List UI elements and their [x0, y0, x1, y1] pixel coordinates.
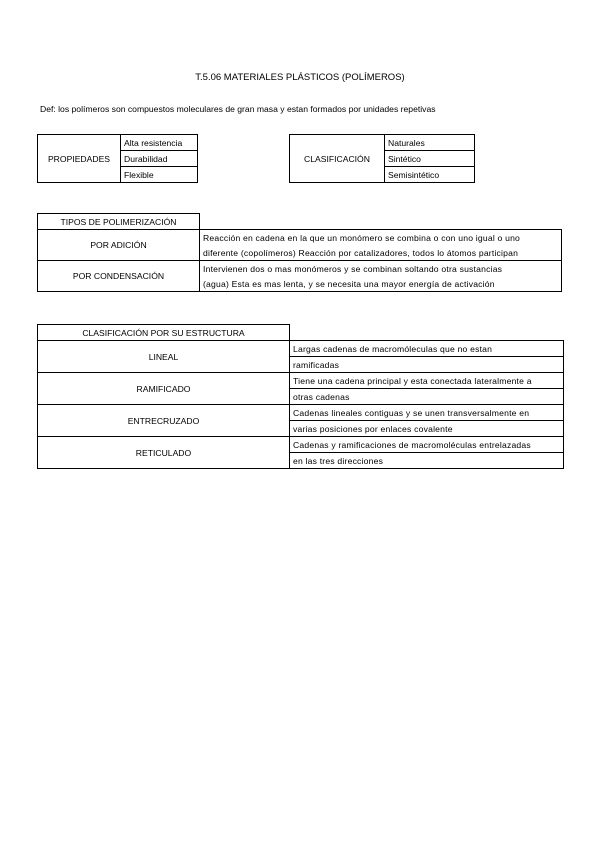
polimerizacion-desc: (agua) Esta es mas lenta, y se necesita una mayor energía de activación: [200, 276, 562, 292]
propiedades-item: Flexible: [121, 167, 198, 183]
polimerizacion-type: POR CONDENSACIÓN: [38, 261, 200, 292]
clasificacion-item: Sintético: [385, 151, 475, 167]
polimerizacion-table: [37, 213, 562, 292]
estructura-desc: en las tres direcciones: [290, 453, 564, 469]
clasificacion-item: Naturales: [385, 135, 475, 151]
estructura-desc: otras cadenas: [290, 389, 564, 405]
propiedades-item: Alta resistencia: [121, 135, 198, 151]
polimerizacion-header: TIPOS DE POLIMERIZACIÓN: [38, 214, 200, 230]
polimerizacion-desc: diferente (copolímeros) Reacción por catalizadores, todos lo átomos participan: [200, 245, 562, 261]
estructura-desc: ramificadas: [290, 357, 564, 373]
estructura-table: [37, 324, 564, 469]
estructura-desc: Cadenas y ramificaciones de macromoléculas entrelazadas: [290, 437, 564, 453]
clasificacion-label: CLASIFICACIÓN: [290, 135, 385, 183]
estructura-desc: varias posiciones por enlaces covalente: [290, 421, 564, 437]
polimerizacion-type: POR ADICIÓN: [38, 230, 200, 261]
polimerizacion-desc: Reacción en cadena en la que un monómero se combina o con uno igual o uno: [200, 230, 562, 246]
estructura-desc: Largas cadenas de macromóleculas que no estan: [290, 341, 564, 357]
estructura-type: LINEAL: [38, 341, 290, 373]
propiedades-label: PROPIEDADES: [38, 135, 121, 183]
estructura-header: CLASIFICACIÓN POR SU ESTRUCTURA: [38, 325, 290, 341]
propiedades-item: Durabilidad: [121, 151, 198, 167]
estructura-type: RAMIFICADO: [38, 373, 290, 405]
estructura-type: ENTRECRUZADO: [38, 405, 290, 437]
document-title: T.5.06 MATERIALES PLÁSTICOS (POLÍMEROS): [195, 72, 405, 83]
definition-text: Def: los polímeros son compuestos moleculares de gran masa y estan formados por unidades repetivas: [40, 104, 436, 114]
estructura-desc: Tiene una cadena principal y esta conectada lateralmente a: [290, 373, 564, 389]
estructura-desc: Cadenas lineales contiguas y se unen transversalmente en: [290, 405, 564, 421]
polimerizacion-desc: Intervienen dos o mas monómeros y se combinan soltando otra sustancias: [200, 261, 562, 277]
clasificacion-item: Semisintético: [385, 167, 475, 183]
estructura-type: RETICULADO: [38, 437, 290, 469]
propiedades-table: [37, 134, 198, 183]
clasificacion-table: [289, 134, 475, 183]
